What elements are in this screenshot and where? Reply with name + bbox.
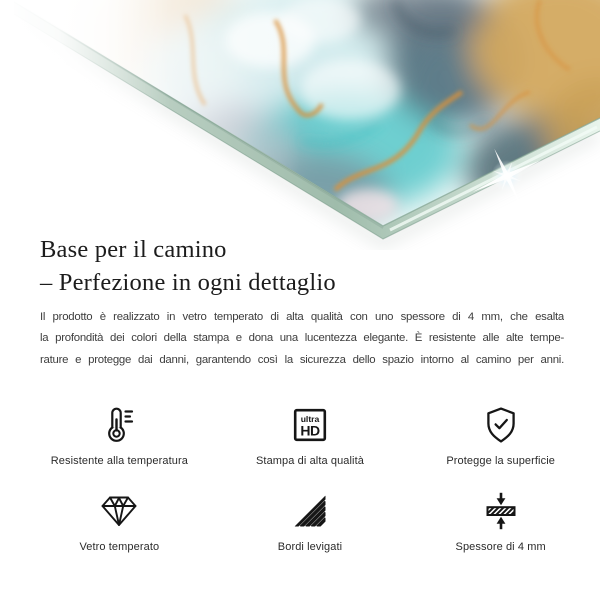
ultra-hd-icon-text-top: ultra	[300, 413, 320, 424]
feature-protezione	[405, 403, 596, 489]
feature-label: Bordi levigati	[277, 541, 343, 553]
feature-temperatura	[24, 403, 215, 489]
feature-label: Resistente alla temperatura	[50, 455, 188, 467]
shield-check-icon	[481, 405, 521, 445]
ultra-hd-icon	[290, 405, 330, 445]
title-line-1: Base per il camino	[40, 236, 227, 263]
polished-edge-icon	[290, 491, 330, 531]
features-grid	[24, 403, 596, 575]
feature-spessore	[405, 489, 596, 575]
ultra-hd-icon-text-bottom: HD	[300, 422, 320, 439]
feature-label: Stampa di alta qualità	[255, 455, 364, 467]
description-line: la profondità dei colori della stampa e dona una lucentezza elegante. È resistente alle alte tempe-	[40, 332, 564, 345]
feature-stampa	[215, 403, 406, 489]
product-description	[40, 307, 564, 371]
feature-vetro	[24, 489, 215, 575]
description-line: rature e protegge dai danni, garantendo così la sicurezza dello spazio intorno al camino per anni.	[40, 353, 564, 366]
title-line-2: – Perfezione in ogni dettaglio	[40, 269, 336, 296]
diamond-icon	[99, 491, 139, 531]
product-hero-image	[0, 0, 600, 250]
feature-label: Protegge la superficie	[446, 455, 555, 467]
page-title	[40, 233, 336, 299]
thermometer-icon	[99, 405, 139, 445]
description-line: Il prodotto è realizzato in vetro temperato di alta qualità con uno spessore di 4 mm, che esalta	[40, 311, 564, 323]
feature-bordi	[215, 489, 406, 575]
feature-label: Vetro temperato	[79, 541, 160, 553]
thickness-icon	[481, 491, 521, 531]
feature-label: Spessore di 4 mm	[455, 541, 546, 553]
